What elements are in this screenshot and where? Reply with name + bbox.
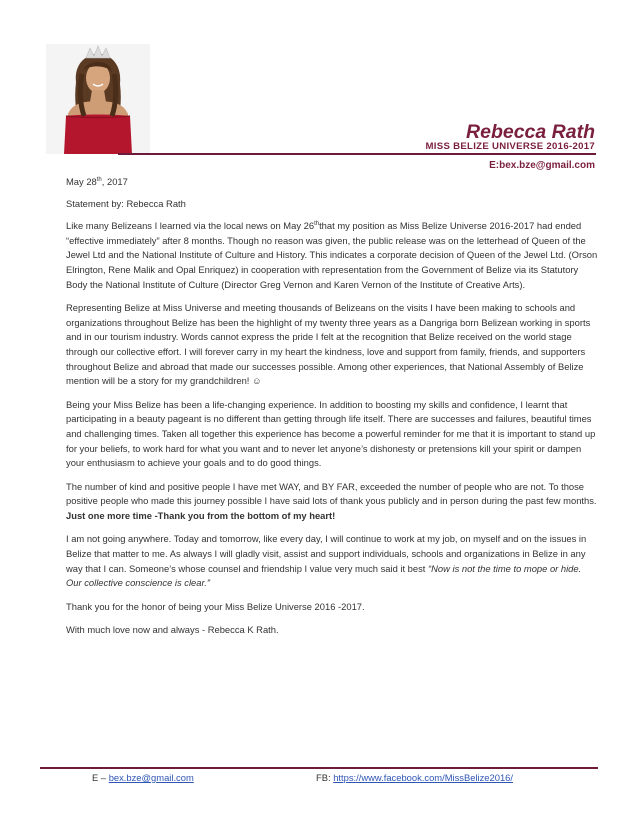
paragraph-1-start: Like many Belizeans I learned via the local news on May 26 [66, 220, 315, 232]
header-email: E:bex.bze@gmail.com [489, 160, 595, 171]
paragraph-6: Thank you for the honor of being your Miss Belize Universe 2016 -2017. [66, 600, 365, 612]
paragraph-1-ordinal: th [314, 221, 320, 228]
paragraph-2: Representing Belize at Miss Universe and meeting thousands of Belizeans on the visits I have been making to schools and organizations throughout Belize has been the highlight of my twenty three years as a Dangriga born Belizean working in sports and in our tourism industry. Words cannot express the pride I felt at the recognition that Belize received on the world stage through our collective effort. I will forever carry in my heart the kindness, love and support from family, friends, and supporters throughout Belize and abroad that made our successes possible. Among other experiences, that National Assembly of Belize mention will be a story for my grandchildren! ☺ [66, 302, 591, 387]
footer-divider [40, 767, 598, 769]
footer-facebook [316, 772, 513, 783]
paragraph-4-bold: Just one more time -Thank you from the bottom of my heart! [66, 509, 336, 521]
footer-email [92, 772, 194, 783]
paragraph-4 [66, 480, 598, 524]
paragraph-7: With much love now and always - Rebecca K Rath. [66, 624, 279, 636]
paragraph-5-quote: “Now is not the time to mope or hide. Our collective conscience is clear.” [66, 562, 582, 589]
footer-facebook-link[interactable]: https://www.facebook.com/MissBelize2016/ [333, 772, 513, 783]
paragraph-3: Being your Miss Belize has been a life-changing experience. In addition to boosting my skills and confidence, I learnt that participating in a beauty pageant is no different than getting through life itself. There are successes and failures, beautiful times and challenging times. Taken all together this experience has become a powerful reminder for me that it is important to stand up for your beliefs, to work hard for what you want and to never let anyone’s dishonesty or pretensions kill your spirit or dampen your enthusiasm to achieve your goals and to do good things. [66, 398, 596, 469]
statement-by: Statement by: Rebecca Rath [66, 197, 186, 209]
paragraph-5-text: I am not going anywhere. Today and tomorrow, like every day, I will continue to work at my job, on myself and on the issues in Belize that matter to me. As always I will gladly visit, assist and support individuals, schools and organizations in Belize in any way that I can. Someone’s whose counsel and friendship I value very much said it best [66, 533, 587, 574]
date-ordinal: th [96, 176, 102, 183]
paragraph-5 [66, 532, 598, 590]
letter-body [66, 175, 598, 647]
date-text: May 28 [66, 176, 97, 187]
paragraph-4-text: The number of kind and positive people I have met WAY, and BY FAR, exceeded the number of people who are not. To those positive people who made this journey possible I have said lots of thank yous publicly and in person during the past few months. [66, 480, 597, 507]
paragraph-1 [66, 219, 598, 292]
header-divider [118, 153, 596, 155]
letter-date [66, 175, 598, 190]
header-subtitle: MISS BELIZE UNIVERSE 2016-2017 [425, 141, 595, 152]
footer-email-label: E – [92, 772, 109, 783]
date-year: , 2017 [101, 176, 128, 187]
header-name: Rebecca Rath [466, 121, 595, 143]
footer-email-link[interactable]: bex.bze@gmail.com [108, 772, 194, 783]
portrait-illustration [46, 44, 150, 154]
footer-facebook-label: FB: [316, 772, 334, 783]
paragraph-1-rest: that my position as Miss Belize Universe 2016-2017 had ended “effective immediately” after 8 months. Though no reason was given, the public release was on the letterhead of Queen of the Jewel Ltd and the National Institute of Culture and History. This indicates a corporate decision of Queen of the Jewel Ltd. (Orson Elrington, Rene Malik and Opal Enriquez) in cooperation with representation from the Government of Belize via its Statutory Body the National Institute of Culture (Director Greg Vernon and Karen Vernon of the Institute of Creative Arts). [66, 220, 598, 290]
portrait-photo [46, 44, 150, 154]
